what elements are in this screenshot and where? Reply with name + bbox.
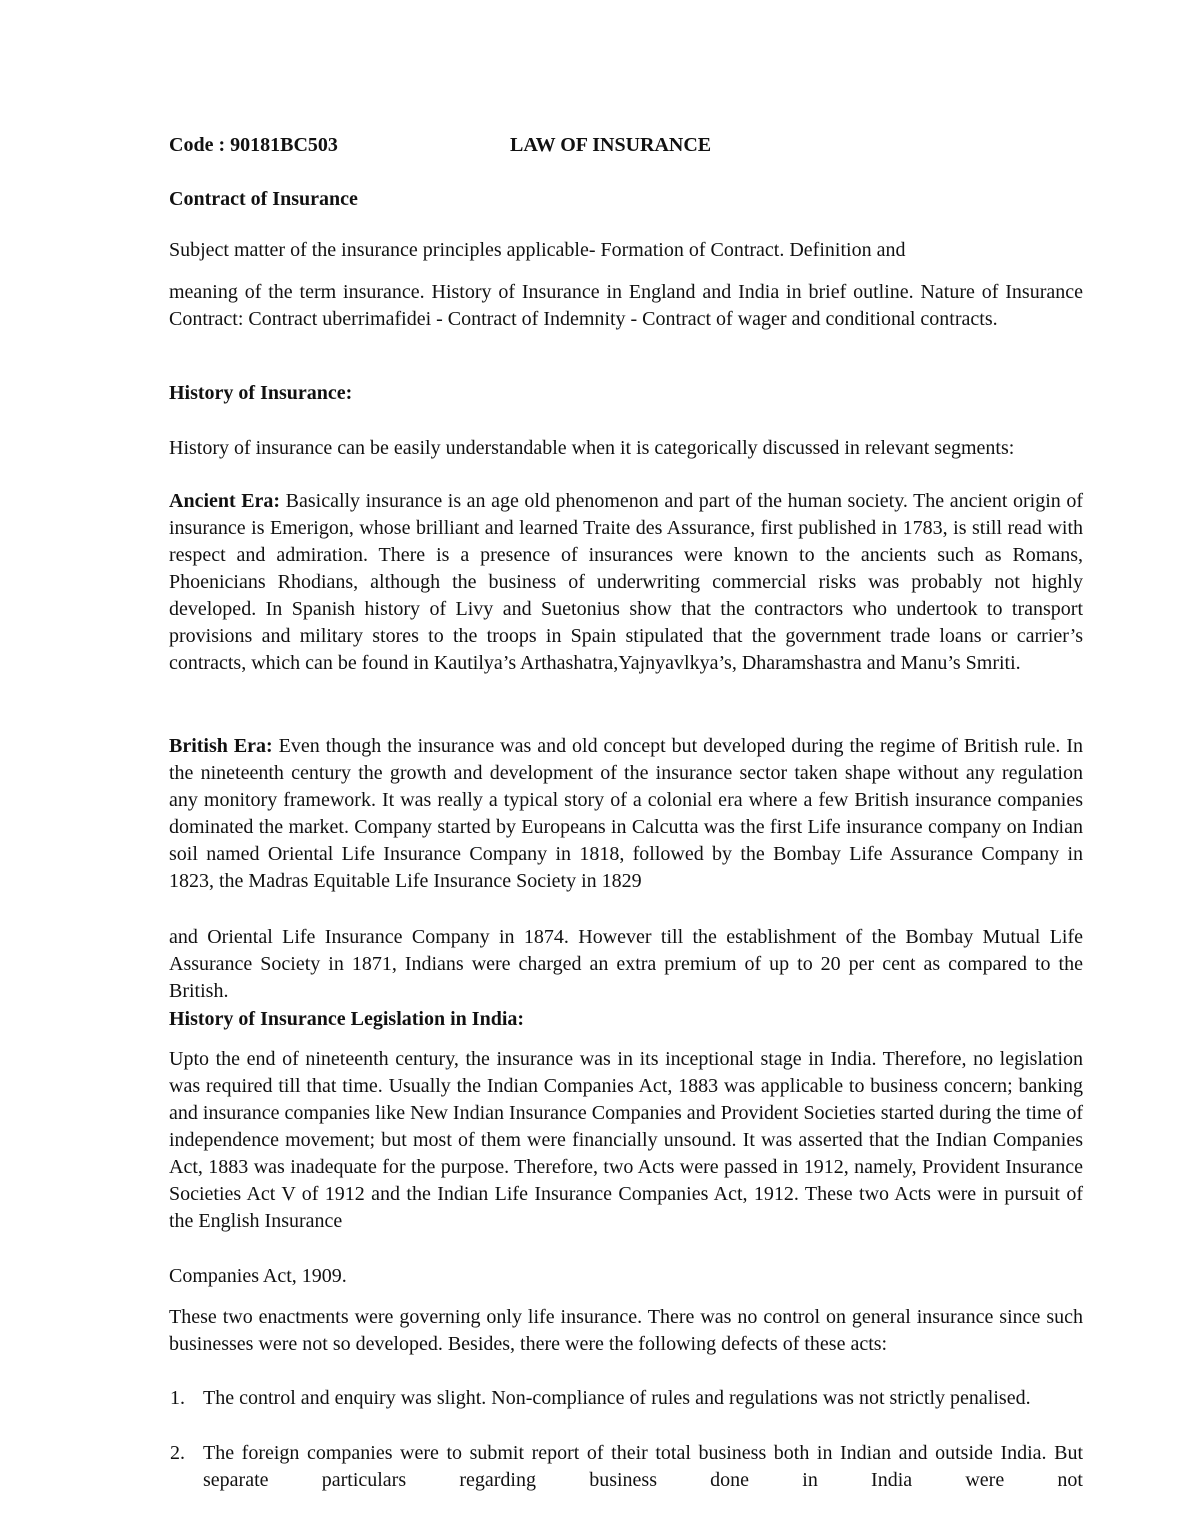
british-era-label: British Era:	[169, 735, 273, 757]
ancient-era-label: Ancient Era:	[169, 490, 281, 512]
british-era-paragraph	[169, 733, 1083, 895]
ancient-era-text: Basically insurance is an age old phenomenon and part of the human society. The ancient origin of insurance is Emerigon, whose brilliant and learned Traite des Assurance, first published in 1783, is still read with respect and admiration. There is a presence of insurances were known to the ancients such as Romans, Phoenicians Rhodians, although the business of underwriting commercial risks was probably not highly developed. In Spanish history of Livy and Suetonius show that the contractors who undertook to transport provisions and military stores to the troops in Spain stipulated that the government trade loans or carrier’s contracts, which can be found in Kautilya’s Arthashatra,Yajnyavlkya’s, Dharamshastra and Manu’s Smriti.	[169, 490, 1083, 674]
enactments-paragraph: These two enactments were governing only life insurance. There was no control on general insurance since such businesses were not so developed. Besides, there were the following defects of these acts:	[169, 1306, 1083, 1355]
british-era-text: Even though the insurance was and old concept but developed during the regime of British rule. In the nineteenth century the growth and development of the insurance sector taken shape without any regulation any monitory framework. It was really a typical story of a colonial era where a few British insurance companies dominated the market. Company started by Europeans in Calcutta was the first Life insurance company on Indian soil named Oriental Life Insurance Company in 1818, followed by the Bombay Life Assurance Company in 1823, the Madras Equitable Life Insurance Society in 1829	[169, 735, 1083, 892]
list-item	[170, 1385, 1083, 1412]
list-item-text: The control and enquiry was slight. Non-compliance of rules and regulations was not strictly penalised.	[203, 1387, 1031, 1409]
list-item-text: The foreign companies were to submit report of their total business both in Indian and outside India. But separate particulars regarding business done in India were not	[203, 1442, 1083, 1491]
history-intro: History of insurance can be easily understandable when it is categorically discussed in relevant segments:	[169, 437, 1015, 459]
heading-history-of-insurance: History of Insurance:	[169, 382, 353, 404]
heading-legislation: History of Insurance Legislation in India:	[169, 1008, 525, 1030]
syllabus-paragraph: meaning of the term insurance. History of Insurance in England and India in brief outline. Nature of Insurance Contract: Contract uberrimafidei - Contract of Indemnity - Contract of wager and conditional contracts.	[169, 281, 1083, 330]
header-line	[169, 132, 1083, 159]
list-number: 1.	[170, 1387, 185, 1409]
list-item	[170, 1440, 1083, 1494]
list-number: 2.	[170, 1442, 185, 1464]
british-era-continued: and Oriental Life Insurance Company in 1874. However till the establishment of the Bombay Mutual Life Assurance Society in 1871, Indians were charged an extra premium of up to 20 per cent as compared to the British.	[169, 926, 1083, 1002]
ancient-era-paragraph	[169, 488, 1083, 677]
legislation-paragraph: Upto the end of nineteenth century, the insurance was in its inceptional stage in India. Therefore, no legislation was required till that time. Usually the Indian Companies Act, 1883 was applicable to business concern; banking and insurance companies like New Indian Insurance Companies and Provident Societies started during the time of independence movement; but most of them were financially unsound. It was asserted that the Indian Companies Act, 1883 was inadequate for the purpose. Therefore, two Acts were passed in 1912, namely, Provident Insurance Societies Act V of 1912 and the Indian Life Insurance Companies Act, 1912. These two Acts were in pursuit of the English Insurance	[169, 1048, 1083, 1232]
legislation-paragraph-end: Companies Act, 1909.	[169, 1265, 347, 1287]
heading-contract-of-insurance: Contract of Insurance	[169, 188, 358, 210]
course-title: LAW OF INSURANCE	[510, 134, 712, 156]
course-code: Code : 90181BC503	[169, 134, 338, 156]
syllabus-line: Subject matter of the insurance principles applicable- Formation of Contract. Definition and	[169, 239, 906, 261]
